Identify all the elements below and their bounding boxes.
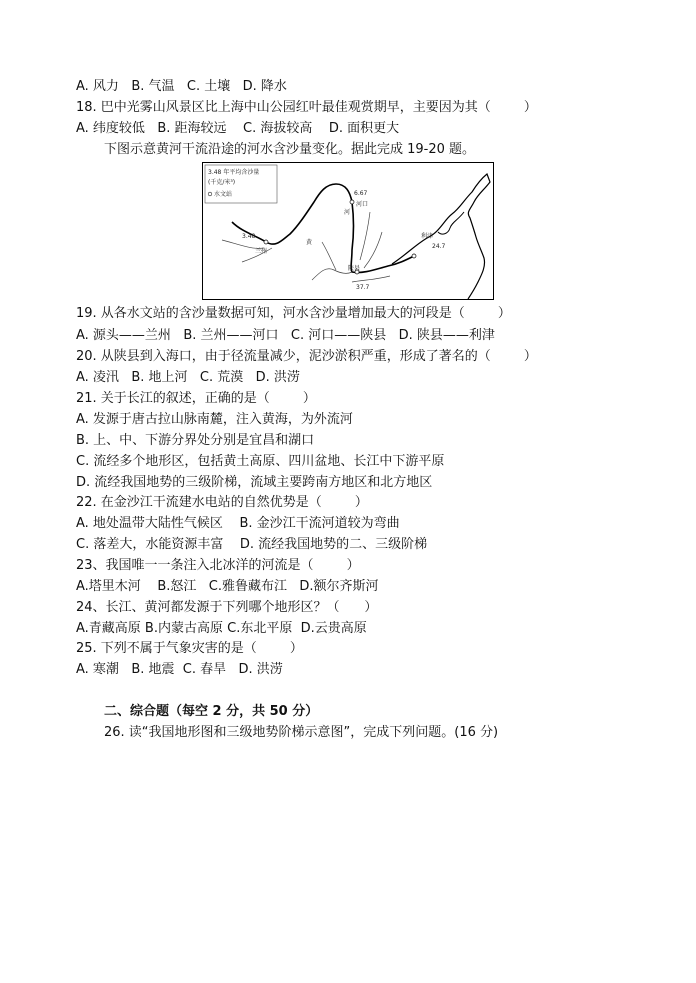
line-1: A. 风力 B. 气温 C. 土壤 D. 降水	[76, 79, 287, 94]
station-shanxian-value: 37.7	[356, 284, 370, 291]
options-19: A. 源头——兰州 B. 兰州——河口 C. 河口——陕县 D. 陕县——利津	[76, 328, 495, 343]
question-25: 25. 下列不属于气象灾害的是（ ）	[76, 641, 303, 656]
question-22: 22. 在金沙江干流建水电站的自然优势是（ ）	[76, 495, 368, 510]
option-21b: B. 上、中、下游分界处分别是宜昌和湖口	[76, 433, 315, 448]
legend-value: 3.48	[208, 169, 222, 176]
options-22ab: A. 地处温带大陆性气候区 B. 金沙江干流河道较为弯曲	[76, 516, 400, 531]
options-20: A. 凌汛 B. 地上河 C. 荒漠 D. 洪涝	[76, 370, 300, 385]
options-23: A.塔里木河 B.怒江 C.雅鲁藏布江 D.额尔齐斯河	[76, 579, 379, 594]
yellow-river-sediment-map	[202, 162, 494, 300]
station-shanxian: 陕县	[348, 265, 361, 272]
option-21c: C. 流经多个地形区，包括黄土高原、四川盆地、长江中下游平原	[76, 454, 445, 469]
station-hekou: 河口	[356, 201, 369, 208]
legend-station: 水文站	[214, 191, 233, 198]
question-20: 20. 从陕县到入海口，由于径流量减少，泥沙淤积严重，形成了著名的（ ）	[76, 349, 537, 364]
river-char-he: 河	[344, 209, 351, 216]
section-2-heading: 二、综合题（每空 2 分，共 50 分）	[104, 704, 319, 719]
question-24: 24、长江、黄河都发源于下列哪个地形区？（ ）	[76, 600, 378, 615]
question-21: 21. 关于长江的叙述，正确的是（ ）	[76, 391, 316, 406]
question-19: 19. 从各水文站的含沙量数据可知，河水含沙量增加最大的河段是（ ）	[76, 306, 511, 321]
station-lanzhou: 兰州	[255, 248, 268, 255]
question-23: 23、我国唯一一条注入北冰洋的河流是（ ）	[76, 558, 360, 573]
options-18: A. 纬度较低 B. 距海较远 C. 海拔较高 D. 面积更大	[76, 121, 400, 136]
option-21a: A. 发源于唐古拉山脉南麓，注入黄海，为外流河	[76, 412, 353, 427]
question-26: 26. 读“我国地形图和三级地势阶梯示意图”，完成下列问题。(16 分)	[104, 725, 499, 740]
station-lijin-value: 24.7	[432, 243, 446, 250]
station-hekou-value: 6.67	[354, 190, 368, 197]
legend-title: 年平均含沙量	[223, 169, 260, 176]
river-char-huang: 黄	[306, 239, 313, 246]
option-21d: D. 流经我国地势的三级阶梯，流域主要跨南方地区和北方地区	[76, 475, 433, 490]
legend-unit: (千克/米³)	[208, 179, 236, 186]
station-lanzhou-value: 3.48	[242, 233, 256, 240]
svg-text:3.48年平均含沙量	[208, 168, 259, 176]
map-intro: 下图示意黄河干流沿途的河水含沙量变化。据此完成 19-20 题。	[104, 142, 476, 157]
options-25: A. 寒潮 B. 地震 C. 春旱 D. 洪涝	[76, 662, 283, 677]
question-18: 18. 巴中光雾山风景区比上海中山公园红叶最佳观赏期早，主要因为其（ ）	[76, 100, 537, 115]
options-24: A.青藏高原 B.内蒙古高原 C.东北平原 D.云贵高原	[76, 621, 367, 636]
station-lijin: 利津	[421, 233, 434, 240]
options-22cd: C. 落差大，水能资源丰富 D. 流经我国地势的二、三级阶梯	[76, 537, 428, 552]
